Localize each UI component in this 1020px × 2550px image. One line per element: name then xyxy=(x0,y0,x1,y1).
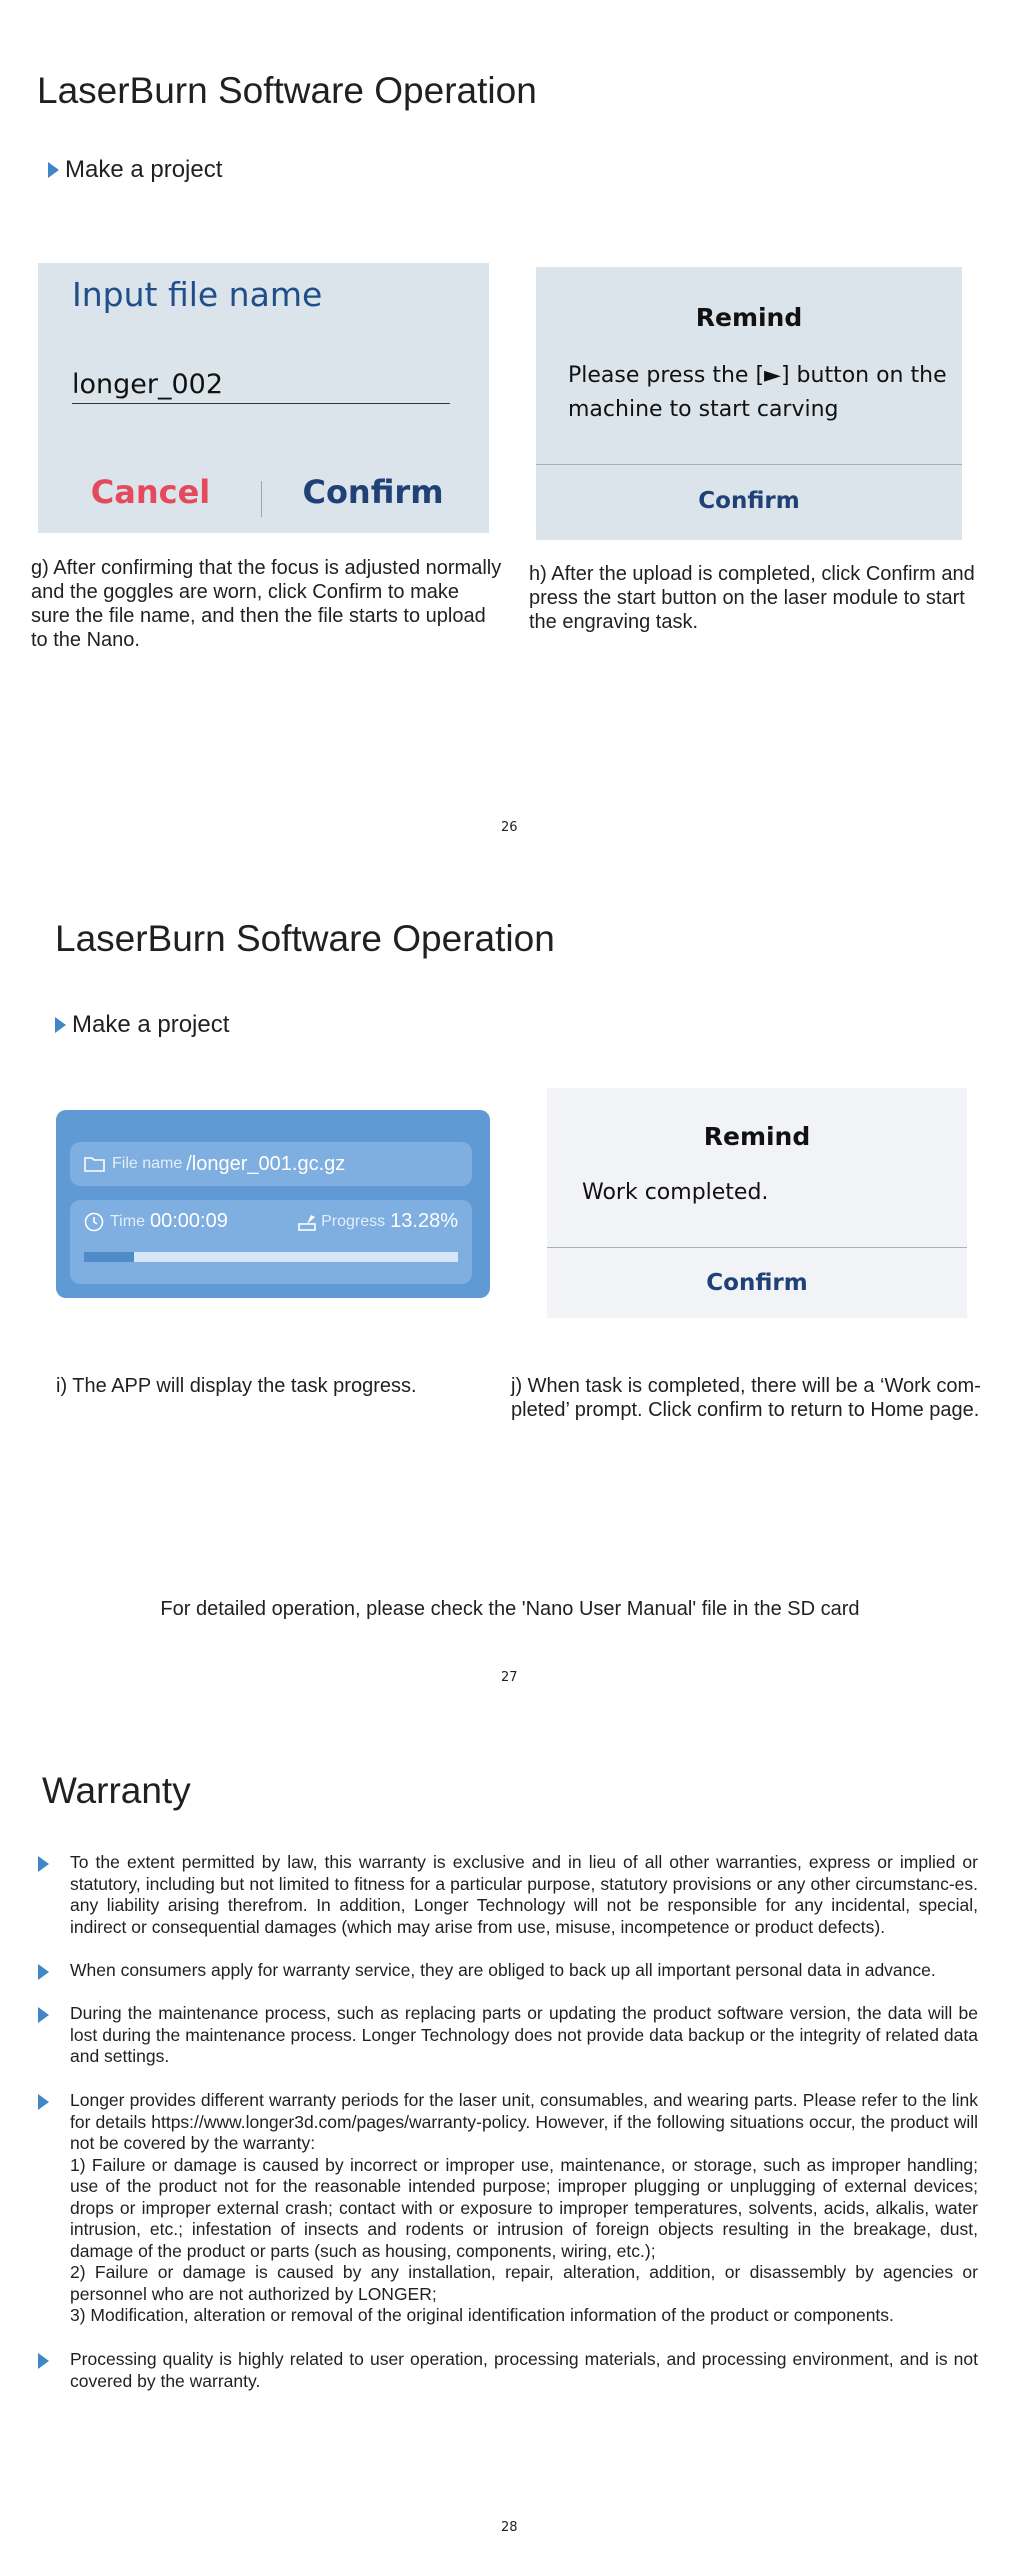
confirm-button[interactable]: Confirm xyxy=(706,1270,808,1296)
caption-g: g) After confirming that the focus is adjusted normally and the goggles are worn, click Confirm to make sure the file name, and then the file starts to upload to the Nano. xyxy=(31,557,502,651)
warranty-paragraph: 2) Failure or damage is caused by any installation, repair, alteration, addition, or disassembly by agencies or personnel who are not authorized by LONGER; xyxy=(70,2262,978,2304)
bullet-triangle-icon xyxy=(55,1017,66,1033)
page-title: LaserBurn Software Operation xyxy=(37,70,537,111)
bullet-triangle-icon xyxy=(38,1856,49,1872)
warranty-paragraph: To the extent permitted by law, this warranty is exclusive and in lieu of all other warranties, express or implied or statutory, including but not limited to fitness for a particular purpose, statutory provisions or any other circumstanc-es. any liability arising therefrom. In addition, Longer Technology will not be responsible for any incidental, special, indirect or consequential damages (which may arise from use, misuse, incompetence or product defects). xyxy=(70,1852,978,1937)
file-name-value: /longer_001.gc.gz xyxy=(186,1152,346,1175)
page-number: 26 xyxy=(501,820,518,835)
progress-row xyxy=(70,1200,472,1284)
warranty-paragraph: When consumers apply for warranty service, they are obliged to back up all important personal data in advance. xyxy=(70,1960,936,1980)
page-title: LaserBurn Software Operation xyxy=(55,918,555,959)
section-subheading xyxy=(55,1011,229,1039)
cancel-button[interactable]: Cancel xyxy=(90,473,211,511)
warranty-paragraph: Processing quality is highly related to user operation, processing materials, and processing environment, and is not covered by the warranty. xyxy=(70,2349,978,2391)
dialog-title: Input file name xyxy=(72,275,323,314)
remind-message xyxy=(568,359,947,427)
caption-j-line: pleted’ prompt. Click confirm to return to Home page. xyxy=(511,1399,980,1421)
file-name-label: File name xyxy=(112,1155,183,1172)
input-file-name-dialog xyxy=(38,263,489,533)
confirm-button[interactable]: Confirm xyxy=(698,488,800,514)
warranty-item xyxy=(38,1852,978,1938)
folder-icon xyxy=(84,1155,106,1173)
warranty-paragraph: 3) Modification, alteration or removal of the original identification information of the product or components. xyxy=(70,2305,894,2325)
page-title: Warranty xyxy=(42,1770,191,1811)
caption-j-line: j) When task is completed, there will be a ‘Work com- xyxy=(511,1375,981,1397)
remind-title: Remind xyxy=(695,303,803,332)
page-number: 28 xyxy=(501,2520,518,2535)
remind-title: Remind xyxy=(703,1122,811,1151)
subheading-text: Make a project xyxy=(72,1011,230,1038)
progress-group xyxy=(297,1210,458,1233)
warranty-paragraph: During the maintenance process, such as replacing parts or updating the product software version, the data will be lost during the maintenance process. Longer Technology does not provide data backup or the integrity of related data and settings. xyxy=(70,2003,978,2066)
caption-h: h) After the upload is completed, click Confirm and press the start button on the laser module to start the engraving task. xyxy=(529,563,975,633)
bullet-triangle-icon xyxy=(38,2353,49,2369)
remind-message-line: machine to start carving xyxy=(568,397,839,422)
laser-engrave-icon xyxy=(297,1212,319,1232)
dialog-divider xyxy=(547,1247,967,1248)
confirm-button[interactable]: Confirm xyxy=(302,473,444,511)
warranty-paragraph: 1) Failure or damage is caused by incorrect or improper use, maintenance, or storage, such as improper handling; use of the product not for the reasonable intended purpose; improper plugging or unplugging of external devices; drops or improper external crash; contact with or exposure to improper temperatures, solvents, acids, alkalis, water intrusion, etc.; infestation of insects and rodents or intrusion of foreign objects resulting in the breakage, dust, damage of the product or parts (such as housing, components, wiring, etc.); xyxy=(70,2154,978,2261)
clock-icon xyxy=(84,1212,104,1232)
time-label: Time xyxy=(110,1212,145,1230)
warranty-paragraph: Longer provides different warranty periods for the laser unit, consumables, and wearing parts. Please refer to the link for details https://www.longer3d.com/pages/warranty-policy. However, if the following situations occur, the product will not be covered by the warranty: xyxy=(70,2090,978,2153)
remind-message: Work completed. xyxy=(582,1180,769,1205)
caption-i: i) The APP will display the task progress. xyxy=(56,1375,417,1397)
caption-j xyxy=(511,1374,981,1422)
bullet-triangle-icon xyxy=(38,2094,49,2110)
remind-dialog xyxy=(536,267,962,540)
section-subheading xyxy=(48,156,222,184)
remind-message-line: Please press the [►] button on the xyxy=(568,363,947,388)
bullet-triangle-icon xyxy=(38,1964,49,1980)
bullet-triangle-icon xyxy=(38,2007,49,2023)
warranty-item xyxy=(38,2349,978,2392)
time-value: 00:00:09 xyxy=(149,1210,228,1232)
progress-label: Progress xyxy=(321,1212,386,1230)
sd-card-note: For detailed operation, please check the 'Nano User Manual' file in the SD card xyxy=(160,1598,860,1620)
warranty-item xyxy=(38,2090,978,2327)
remind-dialog xyxy=(547,1088,967,1318)
progress-value: 13.28% xyxy=(390,1210,458,1232)
progress-bar-fill xyxy=(84,1252,134,1262)
task-progress-card xyxy=(56,1110,490,1298)
page-number: 27 xyxy=(501,1670,518,1685)
time-group xyxy=(84,1210,228,1233)
dialog-divider xyxy=(536,464,962,465)
button-divider xyxy=(261,481,262,517)
file-name-input[interactable] xyxy=(72,365,450,404)
warranty-item xyxy=(38,1960,978,1982)
progress-bar xyxy=(84,1252,458,1262)
bullet-triangle-icon xyxy=(48,162,59,178)
file-name-row xyxy=(70,1142,472,1186)
warranty-item xyxy=(38,2003,978,2068)
subheading-text: Make a project xyxy=(65,156,223,183)
